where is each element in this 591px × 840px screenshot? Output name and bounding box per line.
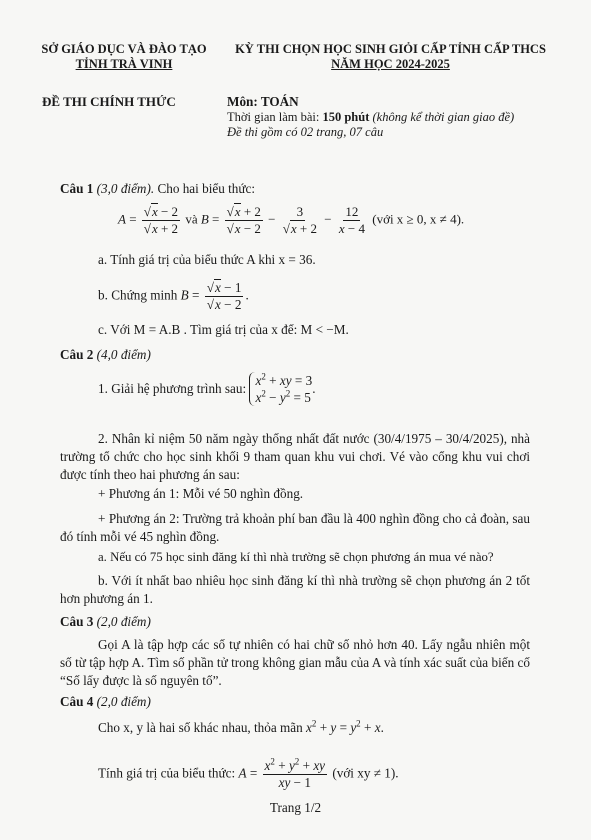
official-label: ĐỀ THI CHÍNH THỨC [42,94,176,109]
time-value: 150 phút [322,110,370,124]
q3-points: (2,0 điểm) [96,614,151,629]
q1-part-b: b. Chứng minh B = $\frac{√x - 1}{√x - 2}$ . [98,280,249,312]
q1-part-b-label: b. Chứng minh [98,287,178,303]
q3-text: Gọi A là tập hợp các số tự nhiên có hai chữ số nhỏ hơn 40. Lấy ngẫu nhiên một số từ tập hợp A. Tìm số phần tử trong không gian mẫu của A và tính xác suất của biến cố “Số lấy được là số nguyên tố”. [60,637,530,688]
time-label: Thời gian làm bài: [227,110,320,124]
school-year: NĂM HỌC 2024-2025 [331,57,450,71]
q1-part-a: a. Tính giá trị của biểu thức A khi x = 36. [98,252,316,267]
q4-ask: Tính giá trị của biểu thức: A = $\frac{x^2 + y^2 + xy}{xy - 1}$ (với xy ≠ 1). [98,756,399,790]
q1-condition: (với x ≥ 0, x ≠ 4). [372,211,465,227]
q2-part-1-label: 1. Giải hệ phương trình sau: [98,381,247,396]
q2-heading [60,347,151,363]
q2-points: (4,0 điểm) [96,347,151,362]
equation-system: $x^2$ + xy = 3 $x^2 - y^2 = 5$ [249,372,312,406]
province-name: TỈNH TRÀ VINH [75,57,173,71]
q4-title: Câu 4 [60,694,94,709]
q1-formulas: A = $\frac{√x - 2}{√x + 2}$ và B = $\frac{√x + 2}{√x - 2}$ − $\frac{3}{√x + 2}$ − $\frac{12}{x - 4}$ (với x ≥ 0, x ≠ 4). [118,204,465,236]
q4-condition: (với xy ≠ 1). [332,765,399,781]
q2-title: Câu 2 [60,347,94,362]
q4-ask-label: Tính giá trị của biểu thức: [98,765,236,781]
pages-note: Đề thi gồm có 02 trang, 07 câu [227,125,384,139]
q2-part-b: b. Với ít nhất bao nhiêu học sinh đăng kí thì nhà trường sẽ chọn phương án 2 tốt hơn phương án 1. [60,573,530,606]
q1-heading [60,181,255,197]
q1-title: Câu 1 [60,181,94,196]
q4-points: (2,0 điểm) [96,694,151,709]
subject-label: Môn: TOÁN [227,94,299,109]
dept-name: SỞ GIÁO DỤC VÀ ĐÀO TẠO [41,42,207,56]
q1-and: và [185,211,198,227]
time-line [227,110,514,125]
fraction-a: $\frac{√x - 2}{√x + 2}$ [143,204,179,236]
exam-title: KỲ THI CHỌN HỌC SINH GIỎI CẤP TỈNH CẤP THCS [235,42,546,56]
time-note: (không kể thời gian giao đề) [372,110,515,124]
q2-part-1: 1. Giải hệ phương trình sau: $x^2$ + xy = 3 $x^2 - y^2 = 5$. [98,371,316,405]
q4-intro-label: Cho x, y là hai số khác nhau, thỏa mãn [98,720,303,735]
q4-intro: Cho x, y là hai số khác nhau, thỏa mãn $x^2 + y = y^2 + x$. [98,718,384,735]
q3-heading [60,614,151,630]
q1-part-c: c. Với M = A.B . Tìm giá trị của x để: M < −M. [98,322,349,337]
q2-option-1: + Phương án 1: Mỗi vé 50 nghìn đồng. [98,486,304,501]
q3-title: Câu 3 [60,614,94,629]
q4-heading [60,694,151,710]
q1-intro: Cho hai biểu thức: [157,181,256,196]
page-number: Trang 1/2 [269,800,322,815]
q1-points: (3,0 điểm). [96,181,155,196]
q2-option-2: + Phương án 2: Trường trả khoản phí ban đầu là 400 nghìn đồng cho cả đoàn, sau đó tính mỗi vé 45 nghìn đồng. [60,511,530,544]
q2-part-a: a. Nếu có 75 học sinh đăng kí thì nhà trường sẽ chọn phương án mua vé nào? [98,550,494,564]
q2-part-2: 2. Nhân kỉ niệm 50 năm ngày thống nhất đất nước (30/4/1975 – 30/4/2025), nhà trường tổ chức cho học sinh khối 9 tham quan khu vui chơi. Vé vào cổng khu vui chơi được tính theo hai phương án sau: [60,431,530,482]
